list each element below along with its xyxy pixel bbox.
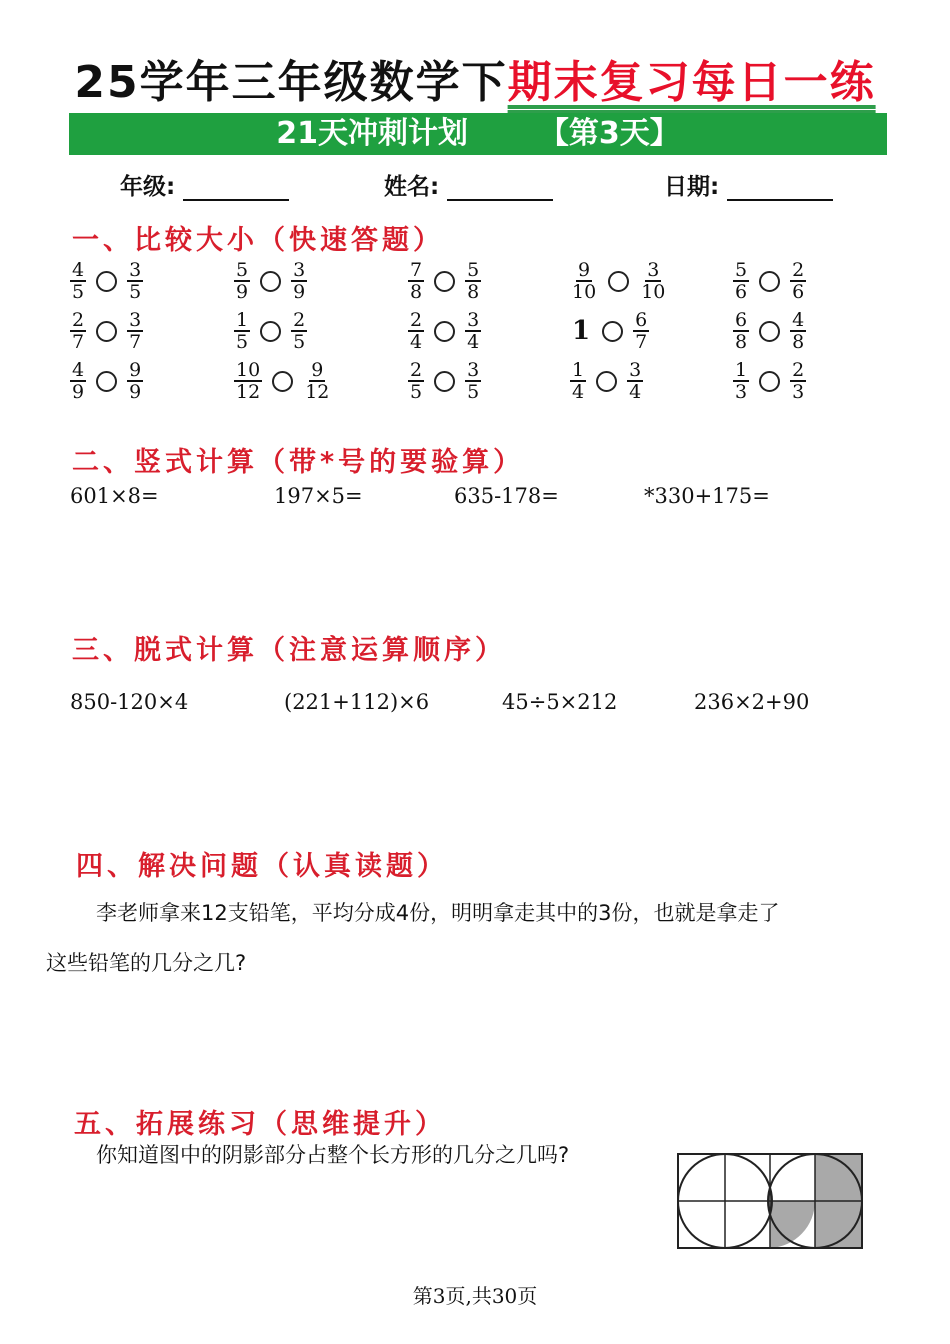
banner-day: 【第3天】 — [538, 116, 680, 151]
compare-circle[interactable] — [272, 371, 293, 392]
step-calc-item: (221+112)×6 — [284, 690, 430, 714]
fraction — [570, 260, 598, 302]
fraction-numerator: 2 — [792, 259, 805, 281]
name-label: 姓名: — [384, 174, 440, 200]
fraction-denominator: 9 — [72, 381, 85, 403]
compare-item — [70, 360, 143, 402]
fraction-numerator: 10 — [236, 359, 261, 381]
fraction-denominator: 5 — [293, 331, 306, 353]
fraction-numerator: 3 — [293, 259, 306, 281]
fraction-numerator: 3 — [129, 259, 142, 281]
fraction-denominator: 4 — [572, 381, 585, 403]
compare-circle[interactable] — [96, 271, 117, 292]
compare-item — [234, 260, 307, 302]
fraction-numerator: 6 — [635, 309, 648, 331]
step-calc-item: 850-120×4 — [70, 690, 189, 714]
problem-line-1: 李老师拿来12支铅笔，平均分成4份，明明拿走其中的3份，也就是拿走了 — [96, 901, 780, 925]
fraction-numerator: 2 — [410, 359, 423, 381]
fraction-numerator: 6 — [735, 309, 748, 331]
fraction-denominator: 7 — [129, 331, 142, 353]
shaded-quarter-circle-1 — [770, 1201, 815, 1248]
fraction-denominator: 8 — [410, 281, 423, 303]
compare-item — [70, 310, 143, 352]
fraction — [291, 310, 307, 352]
fraction — [291, 260, 307, 302]
fraction-numerator: 3 — [467, 309, 480, 331]
compare-item — [408, 360, 481, 402]
fraction-denominator: 4 — [629, 381, 642, 403]
title-highlight: 期末复习每日一练 — [507, 57, 876, 108]
fraction-numerator: 4 — [72, 359, 85, 381]
name-field — [384, 168, 553, 201]
fraction-numerator: 5 — [467, 259, 480, 281]
fraction-denominator: 8 — [792, 331, 805, 353]
date-field — [664, 168, 833, 201]
fraction — [234, 360, 262, 402]
fraction-denominator: 9 — [129, 381, 142, 403]
fraction-denominator: 3 — [792, 381, 805, 403]
fraction-denominator: 9 — [293, 281, 306, 303]
fraction — [790, 360, 806, 402]
fraction-denominator: 8 — [467, 281, 480, 303]
fraction — [633, 310, 649, 352]
fraction — [70, 360, 86, 402]
grade-blank[interactable] — [183, 177, 289, 201]
compare-item — [70, 260, 143, 302]
compare-item — [570, 360, 643, 402]
fraction — [627, 360, 643, 402]
section-4-title: 四、解决问题（认真读题） — [76, 851, 448, 882]
whole-number: 1 — [572, 316, 591, 346]
fraction — [127, 360, 143, 402]
fraction-numerator: 3 — [629, 359, 642, 381]
fraction-denominator: 4 — [467, 331, 480, 353]
compare-circle[interactable] — [602, 321, 623, 342]
fraction — [570, 360, 586, 402]
fraction-numerator: 7 — [410, 259, 423, 281]
section-1-title: 一、比较大小（快速答题） — [72, 225, 444, 256]
fraction — [70, 260, 86, 302]
compare-item — [234, 360, 331, 402]
date-label: 日期: — [664, 174, 720, 200]
compare-circle[interactable] — [434, 321, 455, 342]
compare-circle[interactable] — [96, 321, 117, 342]
compare-circle[interactable] — [759, 371, 780, 392]
fraction — [465, 360, 481, 402]
fraction-numerator: 9 — [311, 359, 324, 381]
fraction-numerator: 9 — [578, 259, 591, 281]
compare-circle[interactable] — [759, 321, 780, 342]
fraction-denominator: 5 — [410, 381, 423, 403]
fraction-denominator: 8 — [735, 331, 748, 353]
fraction-numerator: 5 — [236, 259, 249, 281]
fraction-numerator: 1 — [735, 359, 748, 381]
compare-item — [570, 310, 649, 352]
fraction-denominator: 10 — [641, 281, 666, 303]
fraction — [234, 310, 250, 352]
banner-plan: 21天冲刺计划 — [276, 116, 468, 151]
grade-field — [120, 168, 289, 201]
fraction-numerator: 1 — [572, 359, 585, 381]
page-title — [0, 46, 950, 110]
fraction-numerator: 2 — [293, 309, 306, 331]
section-3-title: 三、脱式计算（注意运算顺序） — [72, 635, 506, 666]
compare-circle[interactable] — [260, 271, 281, 292]
fraction-numerator: 1 — [236, 309, 249, 331]
fraction — [790, 310, 806, 352]
fraction — [733, 260, 749, 302]
fraction — [733, 310, 749, 352]
fraction — [733, 360, 749, 402]
fraction — [790, 260, 806, 302]
fraction-numerator: 4 — [792, 309, 805, 331]
fraction-denominator: 12 — [305, 381, 330, 403]
problem-line-2: 这些铅笔的几分之几? — [46, 951, 247, 975]
fraction-numerator: 2 — [72, 309, 85, 331]
fraction-denominator: 9 — [236, 281, 249, 303]
fraction-denominator: 12 — [236, 381, 261, 403]
compare-circle[interactable] — [96, 371, 117, 392]
fraction-denominator: 5 — [467, 381, 480, 403]
plan-banner — [69, 113, 887, 155]
title-main: 25学年三年级数学下 — [74, 57, 508, 108]
fraction-denominator: 7 — [635, 331, 648, 353]
compare-circle[interactable] — [608, 271, 629, 292]
fraction-denominator: 6 — [792, 281, 805, 303]
fraction-denominator: 5 — [72, 281, 85, 303]
fraction-numerator: 2 — [410, 309, 423, 331]
vertical-calc-item: 635-178= — [454, 484, 559, 508]
step-calc-item: 45÷5×212 — [502, 690, 618, 714]
extension-question: 你知道图中的阴影部分占整个长方形的几分之几吗? — [96, 1143, 570, 1167]
compare-item — [733, 310, 806, 352]
fraction — [70, 310, 86, 352]
fraction-denominator: 4 — [410, 331, 423, 353]
fraction-numerator: 5 — [735, 259, 748, 281]
section-5-title: 五、拓展练习（思维提升） — [74, 1109, 446, 1140]
fraction — [127, 310, 143, 352]
fraction-numerator: 3 — [467, 359, 480, 381]
fraction-numerator: 3 — [129, 309, 142, 331]
compare-item — [408, 310, 481, 352]
compare-circle[interactable] — [434, 271, 455, 292]
fraction-numerator: 9 — [129, 359, 142, 381]
step-calc-item: 236×2+90 — [694, 690, 810, 714]
compare-circle[interactable] — [260, 321, 281, 342]
compare-item — [234, 310, 307, 352]
compare-circle[interactable] — [596, 371, 617, 392]
compare-circle[interactable] — [759, 271, 780, 292]
fraction — [234, 260, 250, 302]
section-2-title: 二、竖式计算（带*号的要验算） — [72, 447, 525, 478]
compare-item — [733, 360, 806, 402]
shaded-rectangle-figure — [676, 1152, 864, 1250]
fraction-denominator: 7 — [72, 331, 85, 353]
fraction-denominator: 6 — [735, 281, 748, 303]
fraction — [639, 260, 667, 302]
vertical-calc-item: 197×5= — [274, 484, 363, 508]
fraction-numerator: 4 — [72, 259, 85, 281]
fraction — [465, 310, 481, 352]
fraction — [465, 260, 481, 302]
compare-item — [570, 260, 667, 302]
fraction-denominator: 10 — [572, 281, 597, 303]
fraction — [408, 260, 424, 302]
page-number: 第3页,共30页 — [412, 1284, 538, 1308]
fraction-numerator: 3 — [647, 259, 660, 281]
compare-item — [408, 260, 481, 302]
vertical-calc-item: 601×8= — [70, 484, 159, 508]
vertical-calc-item: *330+175= — [644, 484, 770, 508]
compare-circle[interactable] — [434, 371, 455, 392]
fraction — [408, 310, 424, 352]
grade-label: 年级: — [120, 174, 176, 200]
fraction — [408, 360, 424, 402]
fraction — [127, 260, 143, 302]
fraction-numerator: 2 — [792, 359, 805, 381]
name-blank[interactable] — [447, 177, 553, 201]
compare-item — [733, 260, 806, 302]
fraction-denominator: 5 — [236, 331, 249, 353]
fraction-denominator: 5 — [129, 281, 142, 303]
fraction — [303, 360, 331, 402]
fraction-denominator: 3 — [735, 381, 748, 403]
date-blank[interactable] — [727, 177, 833, 201]
